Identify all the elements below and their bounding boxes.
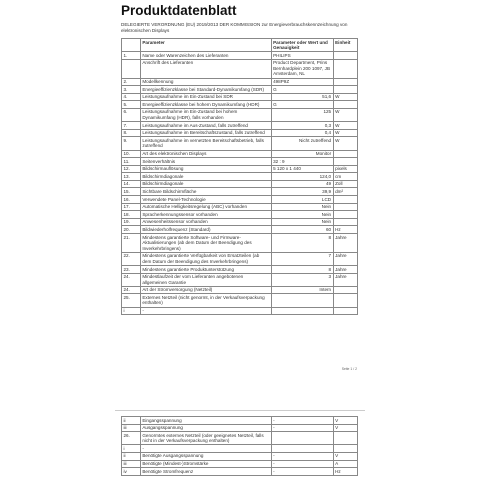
row-parameter: Art des elektronischen Displays bbox=[140, 150, 271, 158]
table-row bbox=[122, 211, 358, 219]
row-number: 8. bbox=[122, 129, 141, 137]
row-parameter: Mindestens garantierte Produktunterstützung bbox=[140, 266, 271, 274]
row-parameter: Benötigte Ausgangsspannung bbox=[140, 452, 271, 460]
table-row bbox=[122, 307, 358, 315]
table-row bbox=[122, 266, 358, 274]
row-value bbox=[271, 307, 333, 315]
table-row bbox=[122, 165, 358, 173]
table-row bbox=[122, 180, 358, 188]
table-row bbox=[122, 424, 358, 432]
row-parameter: Benötigte Stromfrequenz bbox=[140, 468, 271, 476]
row-unit: Jahre bbox=[333, 266, 357, 274]
row-parameter: Bildschirmdiagonale bbox=[140, 180, 271, 188]
page-title: Produktdatenblatt bbox=[121, 3, 237, 18]
row-parameter: Bildwiederholfrequenz (Standard) bbox=[140, 226, 271, 234]
row-unit bbox=[333, 78, 357, 86]
row-unit: Hz bbox=[333, 468, 357, 476]
row-number: i bbox=[122, 445, 141, 453]
row-unit: Zoll bbox=[333, 180, 357, 188]
row-parameter: Mindestens garantierte Software- und Firmware-Aktualisierungen (ab dem Datum der Beendigung des Inverkehrbringens) bbox=[140, 234, 271, 253]
row-value: G bbox=[271, 86, 333, 94]
row-value: - bbox=[271, 424, 333, 432]
row-value: Nein bbox=[271, 211, 333, 219]
table-row bbox=[122, 445, 358, 453]
table-row bbox=[122, 129, 358, 137]
row-unit: Jahre bbox=[333, 252, 357, 265]
row-parameter: Seitenverhältnis bbox=[140, 158, 271, 166]
row-unit bbox=[333, 150, 357, 158]
row-parameter: Bildschirmauflösung bbox=[140, 165, 271, 173]
table-row bbox=[122, 452, 358, 460]
table-row bbox=[122, 196, 358, 204]
row-number: 16. bbox=[122, 196, 141, 204]
table-row bbox=[122, 52, 358, 60]
row-number: 19. bbox=[122, 218, 141, 226]
row-parameter: Leistungsaufnahme im Ein-Zustand bei hohem Dynamikumfang (HDR), falls vorhanden bbox=[140, 108, 271, 121]
row-number: 2. bbox=[122, 78, 141, 86]
row-unit: A bbox=[333, 460, 357, 468]
table-row bbox=[122, 122, 358, 130]
row-value: 498P9Z bbox=[271, 78, 333, 86]
header-number bbox=[122, 39, 141, 52]
table-row bbox=[122, 286, 358, 294]
row-parameter: Modellkennung bbox=[140, 78, 271, 86]
row-unit bbox=[333, 86, 357, 94]
row-number: 23. bbox=[122, 266, 141, 274]
table-row bbox=[122, 59, 358, 78]
row-number: 15. bbox=[122, 188, 141, 196]
datasheet-table-continued bbox=[121, 416, 358, 476]
row-parameter: Genormtes externes Netzteil (oder geeignetes Netzteil, falls nicht in der Verkaufsverpackung enthalten) bbox=[140, 432, 271, 445]
datasheet-table bbox=[121, 38, 358, 315]
row-value: Monitor bbox=[271, 150, 333, 158]
row-number: ii bbox=[122, 417, 141, 425]
header-unit: Einheit bbox=[333, 39, 357, 52]
row-parameter: Automatische Helligkeitsregelung (ABC) vorhanden bbox=[140, 203, 271, 211]
row-value: 7 bbox=[271, 252, 333, 265]
row-unit: Jahre bbox=[333, 234, 357, 253]
row-parameter: Eingangsspannung bbox=[140, 417, 271, 425]
row-unit: cm bbox=[333, 173, 357, 181]
row-value: 0,3 bbox=[271, 122, 333, 130]
row-number: 24. bbox=[122, 273, 141, 286]
row-parameter: Verwendete Panel-Technologie bbox=[140, 196, 271, 204]
row-unit: W bbox=[333, 137, 357, 150]
row-number bbox=[122, 59, 141, 78]
page-footer: Seite 1 / 2 bbox=[341, 367, 357, 371]
row-value: 32 : 9 bbox=[271, 158, 333, 166]
row-number: 9. bbox=[122, 137, 141, 150]
row-parameter: Leistungsaufnahme im Aus-Zustand, falls zutreffend bbox=[140, 122, 271, 130]
row-value: Nein bbox=[271, 203, 333, 211]
row-parameter: Externes Netzteil (nicht genormt, in der Verkaufsverpackung enthalten) bbox=[140, 294, 271, 307]
table-row bbox=[122, 86, 358, 94]
datasheet-table-body bbox=[122, 52, 358, 315]
row-value: 51,6 bbox=[271, 93, 333, 101]
row-value: 8 bbox=[271, 234, 333, 253]
row-number: i bbox=[122, 307, 141, 315]
row-parameter: Art der Stromversorgung (Netzteil) bbox=[140, 286, 271, 294]
row-parameter: - bbox=[140, 445, 271, 453]
row-number: 6. bbox=[122, 108, 141, 121]
row-unit bbox=[333, 445, 357, 453]
row-unit: pixels bbox=[333, 165, 357, 173]
row-number: iii bbox=[122, 460, 141, 468]
row-number: 10. bbox=[122, 150, 141, 158]
row-unit bbox=[333, 196, 357, 204]
row-parameter: Ausgangsspannung bbox=[140, 424, 271, 432]
row-unit: W bbox=[333, 108, 357, 121]
row-number: 24. bbox=[122, 286, 141, 294]
row-unit bbox=[333, 101, 357, 109]
row-unit: V bbox=[333, 417, 357, 425]
row-number: ii bbox=[122, 452, 141, 460]
row-parameter: Leistungsaufnahme im vernetzten Bereitschaftsbetrieb, falls zutreffend bbox=[140, 137, 271, 150]
row-number: 3. bbox=[122, 86, 141, 94]
row-number: 17. bbox=[122, 203, 141, 211]
row-value: - bbox=[271, 468, 333, 476]
table-row bbox=[122, 294, 358, 307]
table-row bbox=[122, 93, 358, 101]
row-unit bbox=[333, 218, 357, 226]
row-value: 3 bbox=[271, 273, 333, 286]
row-value: 8 bbox=[271, 266, 333, 274]
table-row bbox=[122, 218, 358, 226]
row-value: 60 bbox=[271, 226, 333, 234]
row-unit bbox=[333, 158, 357, 166]
table-row bbox=[122, 158, 358, 166]
row-unit: V bbox=[333, 452, 357, 460]
row-parameter: - bbox=[140, 307, 271, 315]
row-parameter: Energieeffizienzklasse bei hohem Dynamikumfang (HDR) bbox=[140, 101, 271, 109]
row-parameter: Leistungsaufnahme im Bereitschaftszustand, falls zutreffend bbox=[140, 129, 271, 137]
row-value: G bbox=[271, 101, 333, 109]
row-number: 25. bbox=[122, 294, 141, 307]
row-value: 0,4 bbox=[271, 129, 333, 137]
row-number: 26. bbox=[122, 432, 141, 445]
table-row bbox=[122, 203, 358, 211]
row-unit: W bbox=[333, 129, 357, 137]
row-parameter: Sichtbare Bildschirmfläche bbox=[140, 188, 271, 196]
row-value: Nicht zutreffend bbox=[271, 137, 333, 150]
row-value: 49 bbox=[271, 180, 333, 188]
row-unit bbox=[333, 432, 357, 445]
row-value: 124,0 bbox=[271, 173, 333, 181]
datasheet-table-body-continued bbox=[122, 417, 358, 476]
table-row bbox=[122, 460, 358, 468]
row-parameter: Name oder Warenzeichen des Lieferanten bbox=[140, 52, 271, 60]
row-parameter: Anschrift des Lieferanten bbox=[140, 59, 271, 78]
row-value: Intern bbox=[271, 286, 333, 294]
row-value: 125 bbox=[271, 108, 333, 121]
row-value: 5 120 x 1 440 bbox=[271, 165, 333, 173]
row-parameter: Anwesenheitssensor vorhanden bbox=[140, 218, 271, 226]
table-row bbox=[122, 468, 358, 476]
row-unit bbox=[333, 307, 357, 315]
table-row bbox=[122, 188, 358, 196]
row-parameter: Mindestens garantierte Verfügbarkeit von Ersatzteilen (ab dem Datum der Beendigung des Inverkehrbringens) bbox=[140, 252, 271, 265]
row-unit: Jahre bbox=[333, 273, 357, 286]
table-row bbox=[122, 101, 358, 109]
table-row bbox=[122, 226, 358, 234]
row-value: - bbox=[271, 460, 333, 468]
regulation-subtitle: DELEGIERTE VERORDNUNG (EU) 2019/2013 DER KOMMISSION zur Energieverbrauchskennzeichnung von elektronischen Displays bbox=[121, 22, 348, 33]
row-value bbox=[271, 432, 333, 445]
row-number: 4. bbox=[122, 93, 141, 101]
row-unit: W bbox=[333, 93, 357, 101]
row-number: 21. bbox=[122, 234, 141, 253]
datasheet-page-2 bbox=[115, 410, 365, 501]
row-parameter: Leistungsaufnahme im Ein-Zustand bei SDR bbox=[140, 93, 271, 101]
row-unit bbox=[333, 211, 357, 219]
table-row bbox=[122, 150, 358, 158]
row-parameter: Mindestlaufzeit der vom Lieferanten angebotenen allgemeinen Garantie bbox=[140, 273, 271, 286]
row-value: Nein bbox=[271, 218, 333, 226]
row-unit bbox=[333, 203, 357, 211]
row-number: 11. bbox=[122, 158, 141, 166]
datasheet-page-1 bbox=[115, 0, 365, 374]
row-value: LCD bbox=[271, 196, 333, 204]
table-row bbox=[122, 252, 358, 265]
table-row bbox=[122, 273, 358, 286]
table-row bbox=[122, 417, 358, 425]
table-row bbox=[122, 432, 358, 445]
row-unit bbox=[333, 52, 357, 60]
row-value: PHILIPS bbox=[271, 52, 333, 60]
row-unit: Hz bbox=[333, 226, 357, 234]
row-number: iii bbox=[122, 424, 141, 432]
row-value bbox=[271, 445, 333, 453]
row-number: 20. bbox=[122, 226, 141, 234]
row-value bbox=[271, 294, 333, 307]
row-parameter: Benötigte (Mindest-)Stromstärke bbox=[140, 460, 271, 468]
table-row bbox=[122, 234, 358, 253]
row-value: - bbox=[271, 452, 333, 460]
row-unit: dm² bbox=[333, 188, 357, 196]
row-number: 5. bbox=[122, 101, 141, 109]
row-number: iv bbox=[122, 468, 141, 476]
row-unit bbox=[333, 286, 357, 294]
header-parameter: Parameter bbox=[140, 39, 271, 52]
row-number: 12. bbox=[122, 165, 141, 173]
row-parameter: Energieeffizienzklasse bei Standard-Dynamikumfang (SDR) bbox=[140, 86, 271, 94]
row-number: 14. bbox=[122, 180, 141, 188]
row-unit: W bbox=[333, 122, 357, 130]
row-number: 13. bbox=[122, 173, 141, 181]
row-value: - bbox=[271, 417, 333, 425]
row-unit bbox=[333, 59, 357, 78]
row-unit bbox=[333, 294, 357, 307]
table-row bbox=[122, 78, 358, 86]
table-header-row bbox=[122, 39, 358, 52]
row-parameter: Spracherkennungssensor vorhanden bbox=[140, 211, 271, 219]
row-value: Product Department, Prins Bernhardplein 200 1097, JB Amsterdam, NL bbox=[271, 59, 333, 78]
header-value: Parameter oder Wert und Genauigkeit bbox=[271, 39, 333, 52]
table-row bbox=[122, 173, 358, 181]
row-number: 1. bbox=[122, 52, 141, 60]
row-number: 18. bbox=[122, 211, 141, 219]
table-row bbox=[122, 137, 358, 150]
row-value: 39,9 bbox=[271, 188, 333, 196]
row-parameter: Bildschirmdiagonale bbox=[140, 173, 271, 181]
table-row bbox=[122, 108, 358, 121]
row-unit: V bbox=[333, 424, 357, 432]
row-number: 7. bbox=[122, 122, 141, 130]
row-number: 22. bbox=[122, 252, 141, 265]
